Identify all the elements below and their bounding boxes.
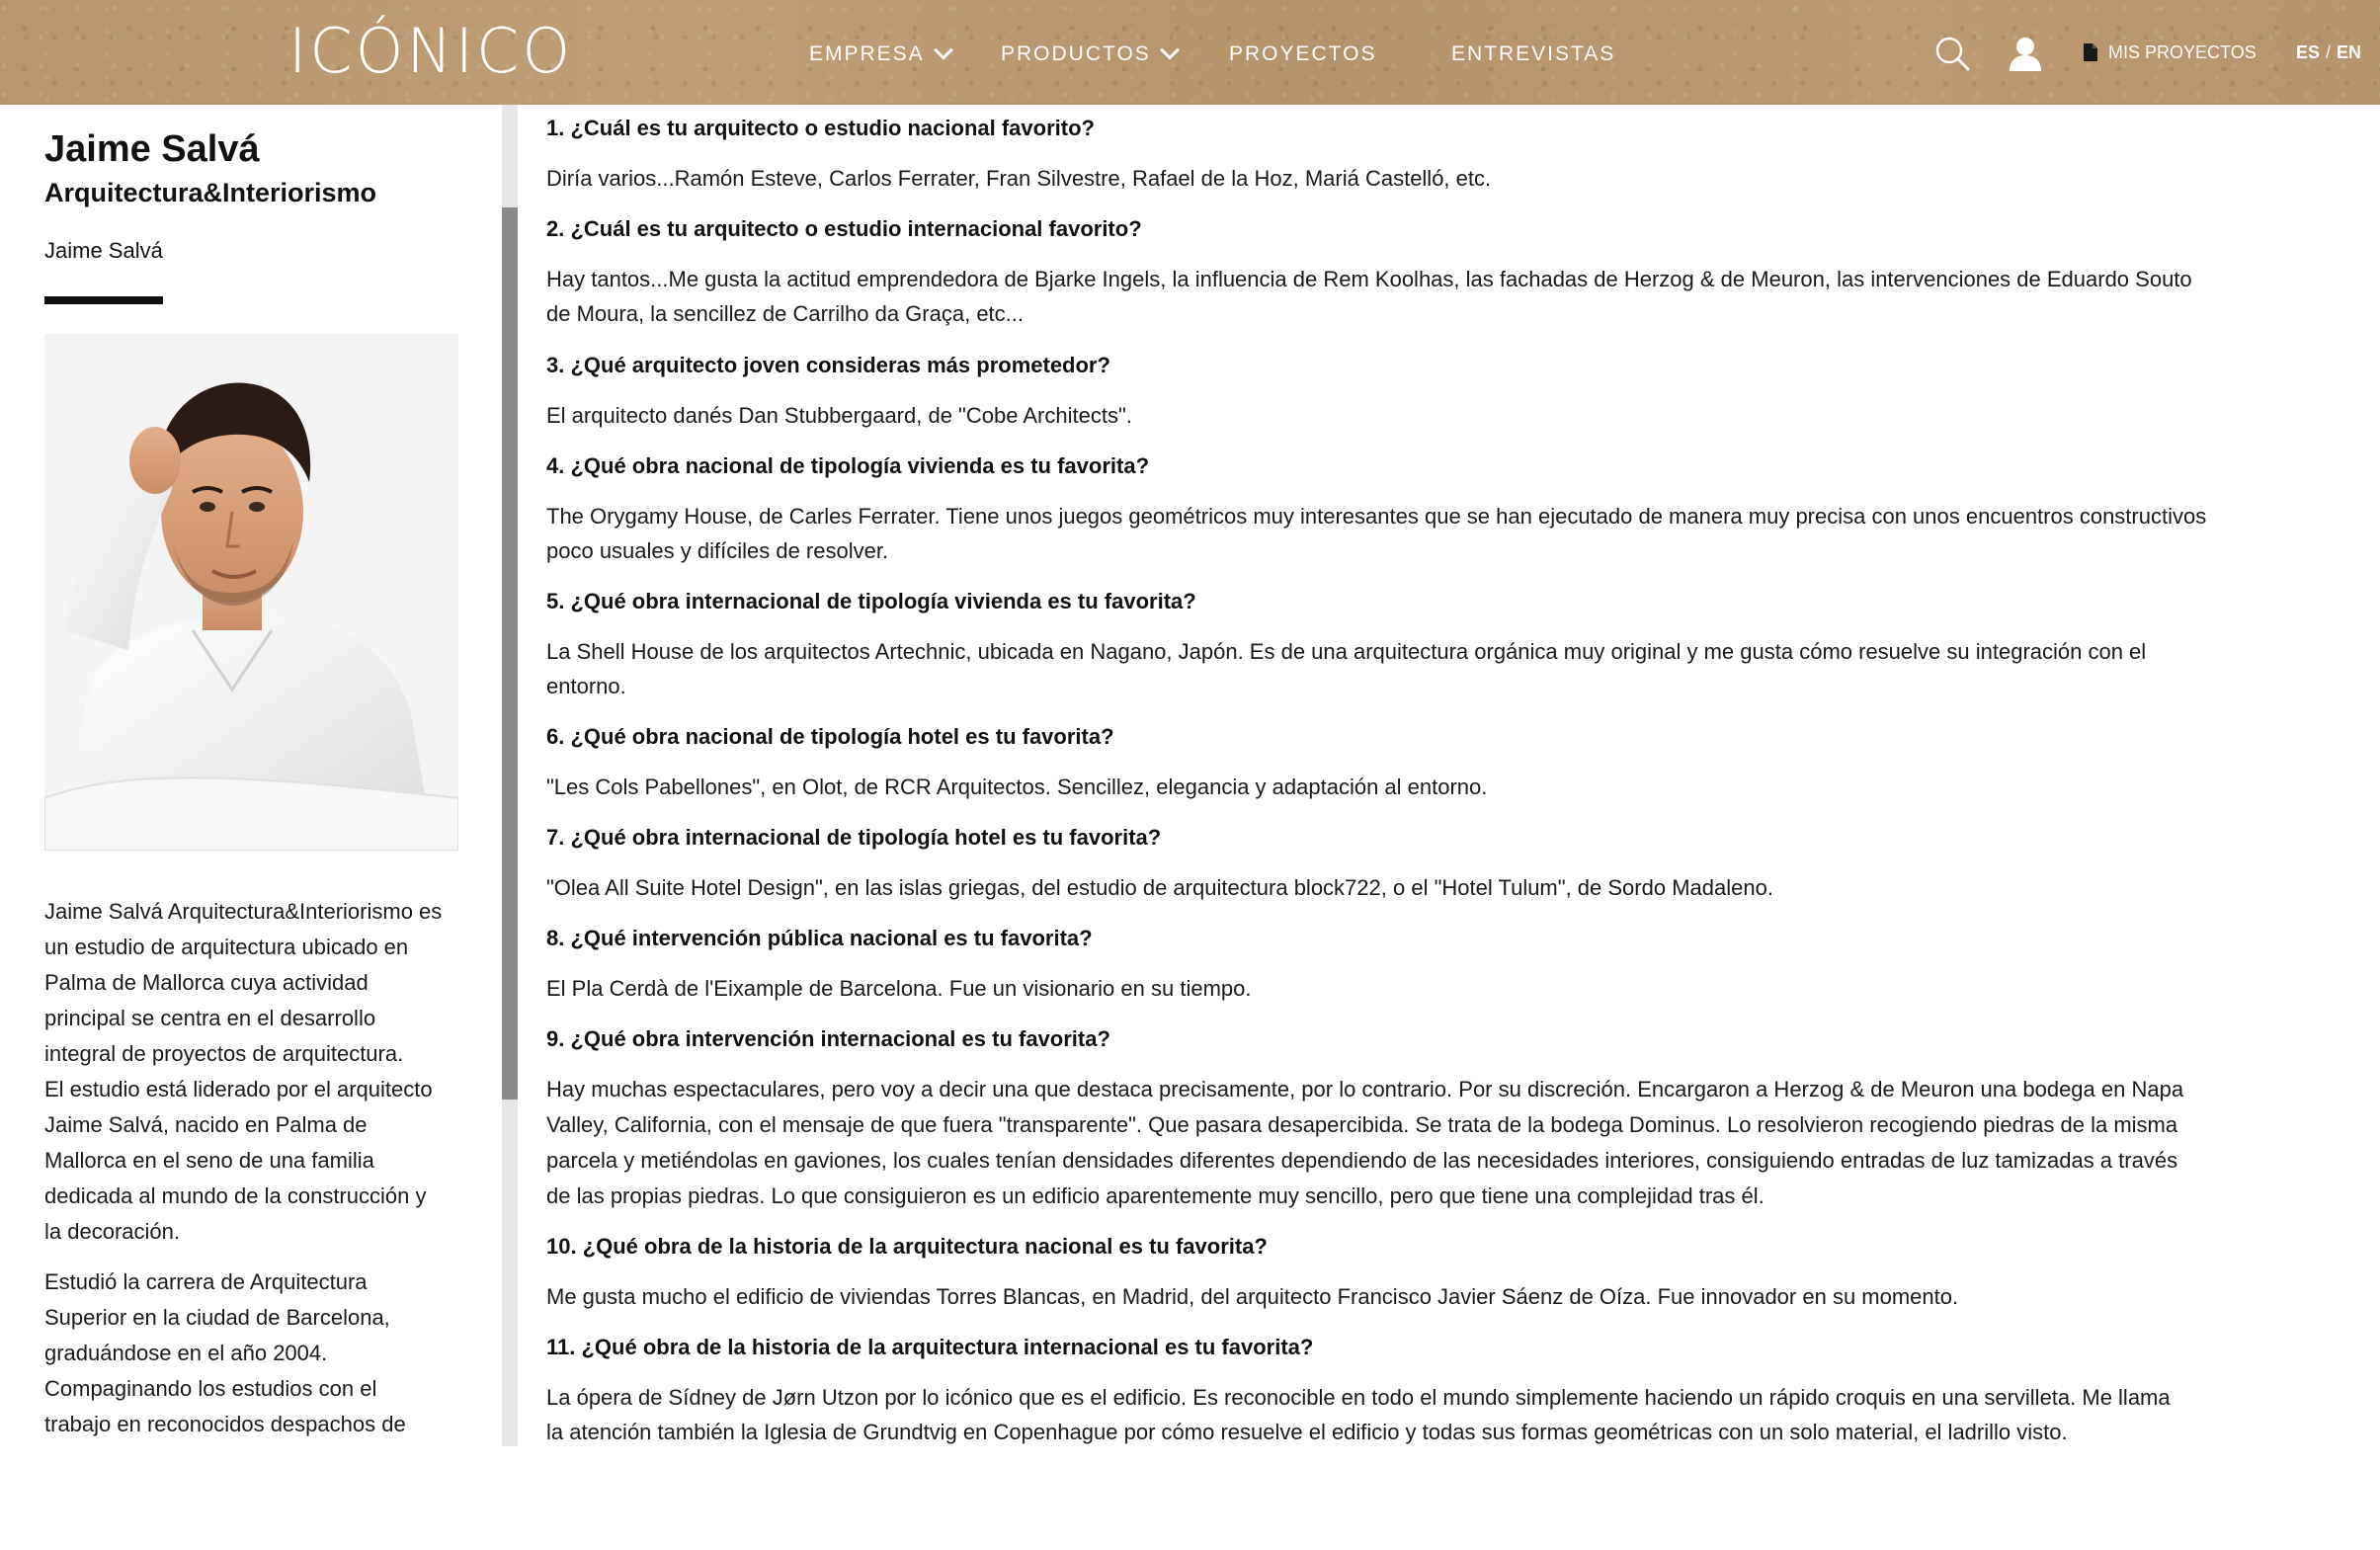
question-8: 8. ¿Qué intervención pública nacional es tu favorita? bbox=[546, 926, 1093, 950]
lang-es[interactable]: ES bbox=[2296, 41, 2321, 62]
answer-11-line: la atención también la Iglesia de Grundtvig en Copenhague por cómo resuelve el edificio y todas sus formas geométricas con un solo material, el ladrillo visto. bbox=[546, 1420, 2068, 1444]
user-icon[interactable] bbox=[2006, 34, 2045, 73]
answer-9-line: de las propias piedras. Lo que consiguieron es un edificio aparentemente muy sencillo, pero que tiene una complejidad tras él. bbox=[546, 1183, 1764, 1208]
bio-line: integral de proyectos de arquitectura. bbox=[44, 1041, 404, 1066]
search-icon[interactable] bbox=[1932, 34, 1972, 73]
question-6: 6. ¿Qué obra nacional de tipología hotel es tu favorita? bbox=[546, 724, 1114, 749]
bio-line: Superior en la ciudad de Barcelona, bbox=[44, 1305, 390, 1330]
bio-line: trabajo en reconocidos despachos de bbox=[44, 1412, 406, 1436]
bio-line: Palma de Mallorca cuya actividad bbox=[44, 970, 369, 995]
answer-11-line: La ópera de Sídney de Jørn Utzon por lo icónico que es el edificio. Es reconocible en todo el mundo simplemente haciendo un rápido croquis en una servilleta. Me llama bbox=[546, 1385, 2171, 1410]
nav-entrevistas-label: ENTREVISTAS bbox=[1451, 42, 1616, 65]
accent-divider bbox=[44, 296, 163, 304]
site-header bbox=[0, 0, 2380, 105]
sidebar-scrollbar-thumb[interactable] bbox=[502, 207, 518, 1100]
question-4: 4. ¿Qué obra nacional de tipología vivienda es tu favorita? bbox=[546, 453, 1150, 478]
answer-1-line: Diría varios...Ramón Esteve, Carlos Ferrater, Fran Silvestre, Rafael de la Hoz, Mariá Castelló, etc. bbox=[546, 166, 1492, 191]
studio-name: Jaime Salvá bbox=[44, 128, 260, 170]
question-5: 5. ¿Qué obra internacional de tipología vivienda es tu favorita? bbox=[546, 589, 1196, 613]
question-2: 2. ¿Cuál es tu arquitecto o estudio internacional favorito? bbox=[546, 216, 1142, 241]
bio-line: graduándose en el año 2004. bbox=[44, 1341, 328, 1365]
answer-9-line: parcela y metiéndolas en gaviones, los cuales tenían densidades diferentes dependiendo de las necesidades interiores, consiguiendo entradas de luz tamizadas a través bbox=[546, 1148, 2178, 1173]
studio-subtitle: Arquitectura&Interiorismo bbox=[44, 178, 377, 207]
answer-2-line: Hay tantos...Me gusta la actitud emprendedora de Bjarke Ingels, la influencia de Rem Koolhas, las fachadas de Herzog & de Meuron, las intervenciones de Eduardo Souto bbox=[546, 267, 2192, 291]
nav-empresa[interactable] bbox=[809, 40, 950, 69]
answer-9-line: Valley, California, con el mensaje de que fuera "transparente". Que pasara desapercibida. Se trata de la bodega Dominus. Lo resolvieron recogiendo piedras de la misma bbox=[546, 1112, 2178, 1137]
site-logo[interactable]: ICÓNICO bbox=[288, 15, 574, 87]
person-name: Jaime Salvá bbox=[44, 238, 163, 263]
portrait-photo bbox=[44, 334, 458, 851]
answer-8-line: El Pla Cerdà de l'Eixample de Barcelona. Fue un visionario en su tiempo. bbox=[546, 976, 1252, 1001]
answer-9-line: Hay muchas espectaculares, pero voy a decir una que destaca precisamente, por lo contrario. Por su discreción. Encargaron a Herzog & de Meuron una bodega en Napa bbox=[546, 1077, 2184, 1101]
language-switcher bbox=[2296, 40, 2361, 65]
answer-5-line: La Shell House de los arquitectos Artechnic, ubicada en Nagano, Japón. Es de una arquitectura orgánica muy original y me gusta cómo resuelve su integración con el bbox=[546, 639, 2147, 664]
bio-line: la decoración. bbox=[44, 1219, 180, 1244]
answer-4-line: poco usuales y difíciles de resolver. bbox=[546, 538, 889, 563]
answer-10-line: Me gusta mucho el edificio de viviendas Torres Blancas, en Madrid, del arquitecto Francisco Javier Sáenz de Oíza. Fue innovador en su momento. bbox=[546, 1284, 1959, 1309]
chevron-down-icon bbox=[1160, 41, 1180, 60]
question-11: 11. ¿Qué obra de la historia de la arquitectura internacional es tu favorita? bbox=[546, 1335, 1314, 1359]
nav-empresa-label: EMPRESA bbox=[809, 42, 925, 65]
page-bottom-margin bbox=[0, 1446, 2380, 1550]
answer-6-line: "Les Cols Pabellones", en Olot, de RCR Arquitectos. Sencillez, elegancia y adaptación al entorno. bbox=[546, 775, 1488, 799]
bio-line: Compaginando los estudios con el bbox=[44, 1376, 377, 1401]
bio-line: dedicada al mundo de la construcción y bbox=[44, 1183, 427, 1208]
chevron-down-icon bbox=[934, 41, 953, 60]
lang-separator: / bbox=[2326, 41, 2332, 62]
nav-proyectos-label: PROYECTOS bbox=[1229, 42, 1377, 65]
answer-3-line: El arquitecto danés Dan Stubbergaard, de "Cobe Architects". bbox=[546, 403, 1132, 428]
nav-proyectos[interactable] bbox=[1229, 40, 1376, 69]
nav-entrevistas[interactable] bbox=[1451, 40, 1615, 69]
question-9: 9. ¿Qué obra intervención internacional es tu favorita? bbox=[546, 1026, 1110, 1051]
bio-line: Jaime Salvá Arquitectura&Interiorismo es bbox=[44, 899, 443, 924]
bio-line: El estudio está liderado por el arquitecto bbox=[44, 1077, 433, 1101]
bio-line: Estudió la carrera de Arquitectura bbox=[44, 1269, 368, 1294]
question-3: 3. ¿Qué arquitecto joven consideras más prometedor? bbox=[546, 353, 1110, 377]
question-10: 10. ¿Qué obra de la historia de la arquitectura nacional es tu favorita? bbox=[546, 1234, 1268, 1259]
bio-line: principal se centra en el desarrollo bbox=[44, 1006, 376, 1030]
question-7: 7. ¿Qué obra internacional de tipología hotel es tu favorita? bbox=[546, 825, 1162, 850]
answer-5-line: entorno. bbox=[546, 674, 626, 698]
document-icon bbox=[2083, 42, 2098, 62]
portrait-illustration bbox=[44, 334, 458, 851]
answer-4-line: The Orygamy House, de Carles Ferrater. Tiene unos juegos geométricos muy interesantes que se han ejecutado de manera muy precisa con unos encuentros constructivos bbox=[546, 504, 2207, 529]
answer-2-line: de Moura, la sencillez de Carrilho da Graça, etc... bbox=[546, 301, 1025, 326]
bio-line: Mallorca en el seno de una familia bbox=[44, 1148, 374, 1173]
nav-productos[interactable] bbox=[1001, 40, 1177, 69]
nav-productos-label: PRODUCTOS bbox=[1001, 42, 1151, 65]
bio-paragraph-2 bbox=[44, 1264, 459, 1442]
question-1: 1. ¿Cuál es tu arquitecto o estudio nacional favorito? bbox=[546, 116, 1095, 140]
bio-line: Jaime Salvá, nacido en Palma de bbox=[44, 1112, 368, 1137]
answer-7-line: "Olea All Suite Hotel Design", en las islas griegas, del estudio de arquitectura block722, o el "Hotel Tulum", de Sordo Madaleno. bbox=[546, 875, 1773, 900]
mis-proyectos-label: MIS PROYECTOS bbox=[2108, 41, 2257, 62]
mis-proyectos-link[interactable] bbox=[2083, 40, 2257, 65]
bio-line: un estudio de arquitectura ubicado en bbox=[44, 935, 409, 959]
bio-paragraph-1 bbox=[44, 894, 459, 1250]
lang-en[interactable]: EN bbox=[2337, 41, 2362, 62]
